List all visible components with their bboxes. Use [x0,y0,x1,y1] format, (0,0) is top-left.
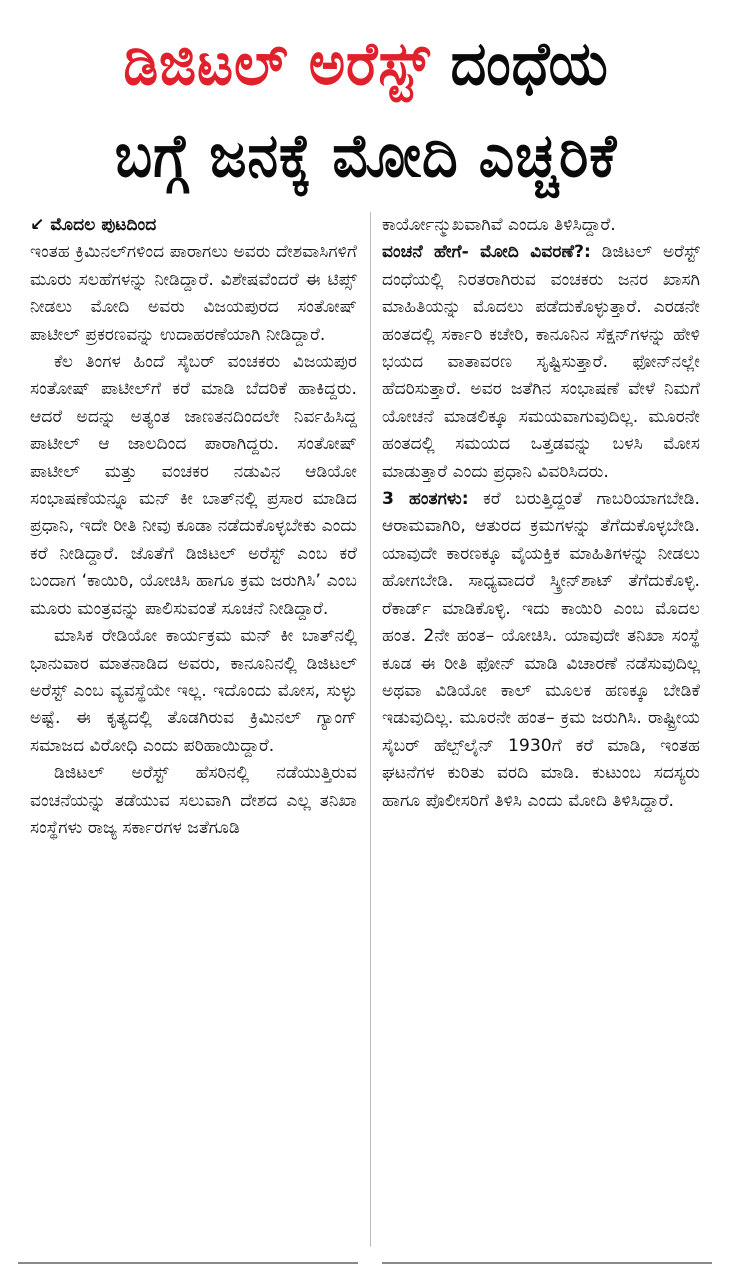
bottom-rule-right [382,1262,712,1264]
section-1 [382,239,700,486]
section-2 [382,486,700,815]
kicker-label: ಮೊದಲ ಪುಟದಿಂದ [50,215,157,235]
headline-line-1 [38,18,693,110]
headline [38,18,693,202]
kicker [30,212,357,239]
paragraph-4: ಡಿಜಿಟಲ್ ಅರೆಸ್ಟ್ ಹೆಸರಿನಲ್ಲಿ ನಡೆಯುತ್ತಿರುವ ವಂಚನೆಯನ್ನು ತಡೆಯುವ ಸಲುವಾಗಿ ದೇಶದ ಎಲ್ಲ ತನಿಖಾ ಸಂಸ್ಥೆಗಳು ರಾಜ್ಯ ಸರ್ಕಾರಗಳ ಜತೆಗೂಡಿ [30,763,357,838]
section-2-heading: 3 ಹಂತಗಳು: [382,489,469,510]
headline-black-part: ದಂಧೆಯ [450,29,609,99]
headline-red-part: ಡಿಜಿಟಲ್ ಅರೆಸ್ಟ್ [123,29,431,99]
section-1-heading: ವಂಚನೆ ಹೇಗೆ- ಮೋದಿ ವಿವರಣೆ?: [382,242,591,263]
left-column [30,212,357,842]
continuation-text: ಕಾರ್ಯೋನ್ಮುಖವಾಗಿವೆ ಎಂದೂ ತಿಳಿಸಿದ್ದಾರೆ. [382,215,616,235]
column-divider [370,212,371,1247]
paragraph-1: ಇಂತಹ ಕ್ರಿಮಿನಲ್‌ಗಳಿಂದ ಪಾರಾಗಲು ಅವರು ದೇಶವಾಸಿಗಳಿಗೆ ಮೂರು ಸಲಹೆಗಳನ್ನು ನೀಡಿದ್ದಾರೆ. ವಿಶೇಷವೆಂದರೆ ಈ ಟಿಪ್ಸ್ ನೀಡಲು ಮೋದಿ ಅವರು ವಿಜಯಪುರದ ಸಂತೋಷ್ ಪಾಟೀಲ್ ಪ್ರಕರಣವನ್ನು ಉದಾಹರಣೆಯಾಗಿ ನೀಡಿದ್ದಾರೆ. [30,242,357,345]
arrow-left-icon: ↙ [30,215,45,235]
right-column [382,212,700,815]
headline-line-2: ಬಗ್ಗೆ ಜನಕ್ಕೆ ಮೋದಿ ಎಚ್ಚರಿಕೆ [114,121,618,191]
section-2-body: ಕರೆ ಬರುತ್ತಿದ್ದಂತೆ ಗಾಬರಿಯಾಗಬೇಡಿ. ಆರಾಮವಾಗಿರಿ, ಆತುರದ ಕ್ರಮಗಳನ್ನು ತೆಗೆದುಕೊಳ್ಳಬೇಡಿ. ಯಾವುದೇ ಕಾರಣಕ್ಕೂ ವೈಯಕ್ತಿಕ ಮಾಹಿತಿಗಳನ್ನು ನೀಡಲು ಹೋಗಬೇಡಿ. ಸಾಧ್ಯವಾದರೆ ಸ್ಕ್ರೀನ್‌ಶಾಟ್ ತೆಗೆದುಕೊಳ್ಳಿ. ರೆಕಾರ್ಡ್ ಮಾಡಿಕೊಳ್ಳಿ. ಇದು ಕಾಯಿರಿ ಎಂಬ ಮೊದಲ ಹಂತ. 2ನೇ ಹಂತ– ಯೋಚಿಸಿ. ಯಾವುದೇ ತನಿಖಾ ಸಂಸ್ಥೆ ಕೂಡ ಈ ರೀತಿ ಫೋನ್ ಮಾಡಿ ವಿಚಾರಣೆ ನಡೆಸುವುದಿಲ್ಲ ಅಥವಾ ವಿಡಿಯೋ ಕಾಲ್ ಮೂಲಕ ಹಣಕ್ಕೂ ಬೇಡಿಕೆ ಇಡುವುದಿಲ್ಲ. ಮೂರನೇ ಹಂತ– ಕ್ರಮ ಜರುಗಿಸಿ. ರಾಷ್ಟ್ರೀಯ ಸೈಬರ್ ಹೆಲ್ಪ್‌ಲೈನ್ 1930ಗೆ ಕರೆ ಮಾಡಿ, ಇಂತಹ ಘಟನೆಗಳ ಕುರಿತು ವರದಿ ಮಾಡಿ. ಕುಟುಂಬ ಸದಸ್ಯರು ಹಾಗೂ ಪೊಲೀಸರಿಗೆ ತಿಳಿಸಿ ಎಂದು ಮೋದಿ ತಿಳಿಸಿದ್ದಾರೆ. [382,489,700,811]
section-1-body: ಡಿಜಿಟಲ್ ಅರೆಸ್ಟ್ ದಂಧೆಯಲ್ಲಿ ನಿರತರಾಗಿರುವ ವಂಚಕರು ಜನರ ಖಾಸಗಿ ಮಾಹಿತಿಯನ್ನು ಮೊದಲು ಪಡೆದುಕೊಳ್ಳುತ್ತಾರೆ. ಎರಡನೇ ಹಂತದಲ್ಲಿ ಸರ್ಕಾರಿ ಕಚೇರಿ, ಕಾನೂನಿನ ಸೆಕ್ಷನ್‌ಗಳನ್ನು ಹೇಳಿ ಭಯದ ವಾತಾವರಣ ಸೃಷ್ಟಿಸುತ್ತಾರೆ. ಫೋನ್‌ನಲ್ಲೇ ಹೆದರಿಸುತ್ತಾರೆ. ಅವರ ಜತೆಗಿನ ಸಂಭಾಷಣೆ ವೇಳೆ ನಿಮಗೆ ಯೋಚನೆ ಮಾಡಲಿಕ್ಕೂ ಸಮಯವಾಗುವುದಿಲ್ಲ. ಮೂರನೇ ಹಂತದಲ್ಲಿ ಸಮಯದ ಒತ್ತಡವನ್ನು ಬಳಸಿ ಮೋಸ ಮಾಡುತ್ತಾರೆ ಎಂದು ಪ್ರಧಾನಿ ವಿವರಿಸಿದರು. [382,242,701,482]
paragraph-3: ಮಾಸಿಕ ರೇಡಿಯೋ ಕಾರ್ಯಕ್ರಮ ಮನ್ ಕೀ ಬಾತ್‌ನಲ್ಲಿ ಭಾನುವಾರ ಮಾತನಾಡಿದ ಅವರು, ಕಾನೂನಿನಲ್ಲಿ ಡಿಜಿಟಲ್ ಅರೆಸ್ಟ್ ಎಂಬ ವ್ಯವಸ್ಥೆಯೇ ಇಲ್ಲ. ಇದೊಂದು ಮೋಸ, ಸುಳ್ಳು ಅಷ್ಟೆ. ಈ ಕೃತ್ಯದಲ್ಲಿ ತೊಡಗಿರುವ ಕ್ರಿಮಿನಲ್ ಗ್ಯಾಂಗ್ ಸಮಾಜದ ವಿರೋಧಿ ಎಂದು ಪರಿಹಾಯಿದ್ದಾರೆ. [30,626,357,756]
paragraph-2: ಕೆಲ ತಿಂಗಳ ಹಿಂದೆ ಸೈಬರ್ ವಂಚಕರು ವಿಜಯಪುರ ಸಂತೋಷ್ ಪಾಟೀಲ್‌ಗೆ ಕರೆ ಮಾಡಿ ಬೆದರಿಕೆ ಹಾಕಿದ್ದರು. ಆದರೆ ಅದನ್ನು ಅತ್ಯಂತ ಜಾಣತನದಿಂದಲೇ ನಿರ್ವಹಿಸಿದ್ದ ಪಾಟೀಲ್ ಆ ಜಾಲದಿಂದ ಪಾರಾಗಿದ್ದರು. ಸಂತೋಷ್ ಪಾಟೀಲ್ ಮತ್ತು ವಂಚಕರ ನಡುವಿನ ಆಡಿಯೋ ಸಂಭಾಷಣೆಯನ್ನೂ ಮನ್ ಕೀ ಬಾತ್‌ನಲ್ಲಿ ಪ್ರಸಾರ ಮಾಡಿದ ಪ್ರಧಾನಿ, ಇದೇ ರೀತಿ ನೀವು ಕೂಡಾ ನಡೆದುಕೊಳ್ಳಬೇಕು ಎಂದು ಕರೆ ನೀಡಿದ್ದಾರೆ. ಜೊತೆಗೆ ಡಿಜಿಟಲ್ ಅರೆಸ್ಟ್ ಎಂಬ ಕರೆ ಬಂದಾಗ ‘ಕಾಯಿರಿ, ಯೋಚಿಸಿ ಹಾಗೂ ಕ್ರಮ ಜರುಗಿಸಿ’ ಎಂಬ ಮೂರು ಮಂತ್ರವನ್ನು ಪಾಲಿಸುವಂತೆ ಸೂಚನೆ ನೀಡಿದ್ದಾರೆ. [30,352,357,619]
bottom-rule-left [18,1262,358,1264]
